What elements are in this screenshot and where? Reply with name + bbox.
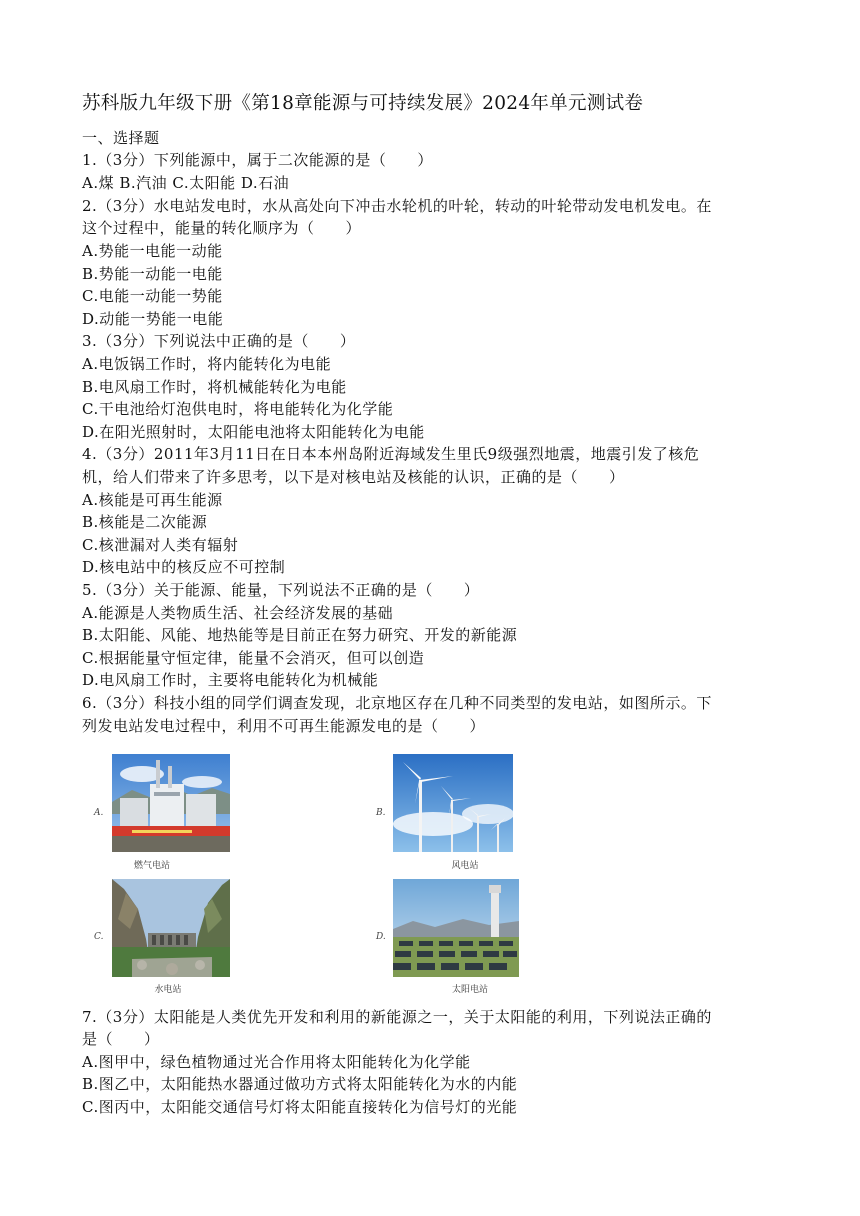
gas-power-station-photo [112,754,230,852]
question-7-stem-line-2: 是（ ） [82,1030,160,1048]
figure-a-caption: 燃气电站 [133,861,170,871]
question-5-option-b: B.太阳能、风能、地热能等是目前正在努力研究、开发的新能源 [82,626,518,644]
question-4-option-a: A.核能是可再生能源 [82,491,223,509]
figure-b-caption: 风电站 [451,861,479,871]
question-5-option-d: D.电风扇工作时，主要将电能转化为机械能 [82,671,379,689]
question-3-option-c: C.干电池给灯泡供电时，将电能转化为化学能 [82,400,394,418]
question-7-option-a: A.图甲中，绿色植物通过光合作用将太阳能转化为化学能 [82,1053,471,1071]
question-4-stem-line-2: 机，给人们带来了许多思考，以下是对核电站及核能的认识，正确的是（ ） [82,468,625,486]
question-7-option-c: C.图丙中，太阳能交通信号灯将太阳能直接转化为信号灯的光能 [82,1098,518,1116]
question-2-option-c: C.电能一动能一势能 [82,287,223,305]
question-1-stem: 1.（3分）下列能源中，属于二次能源的是（ ） [82,151,433,169]
hydro-power-station-photo [112,879,230,977]
question-7-stem-line-1: 7.（3分）太阳能是人类优先开发和利用的新能源之一，关于太阳能的利用，下列说法正确的 [82,1008,712,1026]
question-3-stem: 3.（3分）下列说法中正确的是（ ） [82,332,356,350]
section-heading: 一、选择题 [82,129,160,147]
question-2-option-d: D.动能一势能一电能 [82,310,224,328]
question-4-option-d: D.核电站中的核反应不可控制 [82,558,286,576]
solar-power-station-photo [393,879,519,977]
figure-c-letter: C. [94,932,104,942]
question-5-option-a: A.能源是人类物质生活、社会经济发展的基础 [82,604,394,622]
page-title: 苏科版九年级下册《第18章能源与可持续发展》2024年单元测试卷 [82,93,644,114]
question-3-option-a: A.电饭锅工作时，将内能转化为电能 [82,355,332,373]
figure-c-caption: 水电站 [154,985,182,995]
question-3-option-d: D.在阳光照射时，太阳能电池将太阳能转化为电能 [82,423,425,441]
figure-d-letter: D. [376,932,386,942]
figure-d-caption: 太阳电站 [451,985,488,995]
figure-b-letter: B. [376,808,386,818]
question-6-stem-line-1: 6.（3分）科技小组的同学们调查发现，北京地区存在几种不同类型的发电站，如图所示。下 [82,694,712,712]
question-2-stem-line-2: 这个过程中，能量的转化顺序为（ ） [82,219,362,237]
figure-a-letter: A. [94,808,104,818]
question-1-options: A.煤 B.汽油 C.太阳能 D.石油 [82,174,290,192]
question-4-option-c: C.核泄漏对人类有辐射 [82,536,239,554]
question-6-stem-line-2: 列发电站发电过程中，利用不可再生能源发电的是（ ） [82,717,486,735]
question-7-option-b: B.图乙中，太阳能热水器通过做功方式将太阳能转化为水的内能 [82,1075,518,1093]
question-2-stem-line-1: 2.（3分）水电站发电时，水从高处向下冲击水轮机的叶轮，转动的叶轮带动发电机发电。在 [82,197,712,215]
question-5-stem: 5.（3分）关于能源、能量，下列说法不正确的是（ ） [82,581,480,599]
question-5-option-c: C.根据能量守恒定律，能量不会消灭，但可以创造 [82,649,425,667]
question-2-option-b: B.势能一动能一电能 [82,265,223,283]
question-4-stem-line-1: 4.（3分）2011年3月11日在日本本州岛附近海域发生里氏9级强烈地震，地震引发了核危 [82,445,700,463]
question-2-option-a: A.势能一电能一动能 [82,242,223,260]
question-3-option-b: B.电风扇工作时，将机械能转化为电能 [82,378,347,396]
question-4-option-b: B.核能是二次能源 [82,513,208,531]
wind-power-station-photo [393,754,513,852]
